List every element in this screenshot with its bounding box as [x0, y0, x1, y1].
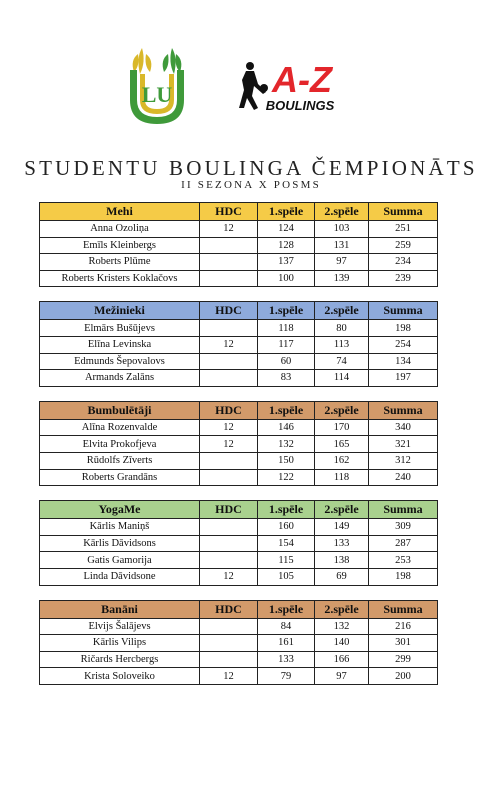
- player-name: Roberts Kristers Koklačovs: [40, 270, 200, 287]
- player-name: Elmārs Bušūjevs: [40, 320, 200, 337]
- player-game2: 170: [315, 419, 369, 436]
- player-name: Rūdolfs Zīverts: [40, 452, 200, 469]
- player-name: Gatis Gamorija: [40, 552, 200, 569]
- player-hdc: [200, 452, 258, 469]
- player-game2: 103: [315, 221, 369, 238]
- player-game2: 131: [315, 237, 369, 254]
- team-tables: [39, 202, 437, 699]
- table-row: [40, 320, 438, 337]
- player-hdc: [200, 519, 258, 536]
- player-sum: 309: [369, 519, 438, 536]
- col-sum-header: Summa: [369, 401, 438, 419]
- table-row: [40, 469, 438, 486]
- team-name: YogaMe: [40, 501, 200, 519]
- player-name: Emīls Kleinbergs: [40, 237, 200, 254]
- player-name: Armands Zalāns: [40, 370, 200, 387]
- team-name: Banāni: [40, 600, 200, 618]
- player-game2: 162: [315, 452, 369, 469]
- table-row: [40, 370, 438, 387]
- player-name: Elīna Levinska: [40, 336, 200, 353]
- player-game1: 100: [258, 270, 315, 287]
- player-game1: 137: [258, 254, 315, 271]
- table-row: [40, 552, 438, 569]
- page-subtitle: II SEZONA X POSMS: [181, 179, 321, 191]
- col-sum-header: Summa: [369, 501, 438, 519]
- table-row: [40, 519, 438, 536]
- player-game2: 133: [315, 535, 369, 552]
- player-name: Ričards Hercbergs: [40, 651, 200, 668]
- player-name: Kārlis Dāvidsons: [40, 535, 200, 552]
- player-game1: 161: [258, 635, 315, 652]
- player-game1: 79: [258, 668, 315, 685]
- player-game2: 80: [315, 320, 369, 337]
- player-sum: 200: [369, 668, 438, 685]
- player-game1: 146: [258, 419, 315, 436]
- player-game1: 132: [258, 436, 315, 453]
- svg-text:BOULINGS: BOULINGS: [265, 98, 335, 113]
- player-hdc: 12: [200, 221, 258, 238]
- player-game1: 84: [258, 618, 315, 635]
- player-sum: 321: [369, 436, 438, 453]
- player-hdc: [200, 618, 258, 635]
- table-row: [40, 336, 438, 353]
- player-sum: 287: [369, 535, 438, 552]
- table-row: [40, 452, 438, 469]
- col-game1-header: 1.spēle: [258, 401, 315, 419]
- team-header-row: [40, 600, 438, 618]
- table-row: [40, 668, 438, 685]
- table-row: [40, 237, 438, 254]
- player-sum: 340: [369, 419, 438, 436]
- svg-text:A-Z: A-Z: [272, 59, 332, 100]
- player-hdc: 12: [200, 419, 258, 436]
- player-hdc: [200, 535, 258, 552]
- player-game2: 149: [315, 519, 369, 536]
- logos-row: [0, 44, 502, 134]
- team-name: Bumbulētāji: [40, 401, 200, 419]
- svg-text:LU: LU: [141, 82, 173, 107]
- player-name: Kārlis Vilips: [40, 635, 200, 652]
- player-name: Krista Soloveiko: [40, 668, 200, 685]
- player-sum: 254: [369, 336, 438, 353]
- player-game2: 166: [315, 651, 369, 668]
- table-row: [40, 651, 438, 668]
- team-table: [39, 600, 438, 685]
- player-game1: 128: [258, 237, 315, 254]
- table-row: [40, 568, 438, 585]
- col-hdc-header: HDC: [200, 203, 258, 221]
- player-sum: 234: [369, 254, 438, 271]
- player-hdc: [200, 320, 258, 337]
- table-row: [40, 270, 438, 287]
- player-game2: 74: [315, 353, 369, 370]
- team-table: [39, 500, 438, 585]
- table-row: [40, 635, 438, 652]
- player-hdc: 12: [200, 568, 258, 585]
- col-sum-header: Summa: [369, 203, 438, 221]
- player-game1: 160: [258, 519, 315, 536]
- col-hdc-header: HDC: [200, 401, 258, 419]
- player-sum: 134: [369, 353, 438, 370]
- player-hdc: 12: [200, 436, 258, 453]
- team-table: [39, 301, 438, 386]
- player-sum: 216: [369, 618, 438, 635]
- player-game1: 124: [258, 221, 315, 238]
- player-name: Anna Ozoliņa: [40, 221, 200, 238]
- team-table: [39, 202, 438, 287]
- player-name: Roberts Grandāns: [40, 469, 200, 486]
- player-game2: 97: [315, 668, 369, 685]
- player-sum: 253: [369, 552, 438, 569]
- team-header-row: [40, 401, 438, 419]
- player-name: Alīna Rozenvalde: [40, 419, 200, 436]
- player-game1: 115: [258, 552, 315, 569]
- team-header-row: [40, 501, 438, 519]
- bowling-logo-icon: [236, 58, 340, 114]
- table-row: [40, 535, 438, 552]
- col-game2-header: 2.spēle: [315, 203, 369, 221]
- player-game1: 118: [258, 320, 315, 337]
- player-sum: 301: [369, 635, 438, 652]
- col-hdc-header: HDC: [200, 302, 258, 320]
- player-game2: 114: [315, 370, 369, 387]
- col-game1-header: 1.spēle: [258, 600, 315, 618]
- player-name: Elvita Prokofjeva: [40, 436, 200, 453]
- col-sum-header: Summa: [369, 600, 438, 618]
- player-game1: 60: [258, 353, 315, 370]
- col-game1-header: 1.spēle: [258, 501, 315, 519]
- player-hdc: 12: [200, 336, 258, 353]
- player-sum: 251: [369, 221, 438, 238]
- player-game2: 132: [315, 618, 369, 635]
- table-row: [40, 419, 438, 436]
- col-game1-header: 1.spēle: [258, 302, 315, 320]
- team-table: [39, 401, 438, 486]
- player-sum: 259: [369, 237, 438, 254]
- player-game1: 117: [258, 336, 315, 353]
- player-sum: 312: [369, 452, 438, 469]
- player-game2: 138: [315, 552, 369, 569]
- player-hdc: 12: [200, 668, 258, 685]
- col-sum-header: Summa: [369, 302, 438, 320]
- col-game2-header: 2.spēle: [315, 401, 369, 419]
- player-name: Elvijs Šalājevs: [40, 618, 200, 635]
- player-game2: 69: [315, 568, 369, 585]
- player-sum: 240: [369, 469, 438, 486]
- player-name: Roberts Plūme: [40, 254, 200, 271]
- table-row: [40, 254, 438, 271]
- player-hdc: [200, 353, 258, 370]
- table-row: [40, 353, 438, 370]
- player-game2: 140: [315, 635, 369, 652]
- col-game2-header: 2.spēle: [315, 302, 369, 320]
- table-row: [40, 221, 438, 238]
- col-game2-header: 2.spēle: [315, 501, 369, 519]
- player-name: Edmunds Šepovalovs: [40, 353, 200, 370]
- player-game2: 165: [315, 436, 369, 453]
- team-header-row: [40, 302, 438, 320]
- page-title: STUDENTU BOULINGA ČEMPIONĀTS: [24, 156, 478, 180]
- col-hdc-header: HDC: [200, 501, 258, 519]
- team-header-row: [40, 203, 438, 221]
- player-hdc: [200, 552, 258, 569]
- player-sum: 198: [369, 320, 438, 337]
- player-hdc: [200, 469, 258, 486]
- table-row: [40, 618, 438, 635]
- player-sum: 198: [369, 568, 438, 585]
- team-name: Mehi: [40, 203, 200, 221]
- player-sum: 239: [369, 270, 438, 287]
- team-name: Mežinieki: [40, 302, 200, 320]
- player-hdc: [200, 370, 258, 387]
- table-row: [40, 436, 438, 453]
- player-hdc: [200, 270, 258, 287]
- player-hdc: [200, 237, 258, 254]
- player-game1: 154: [258, 535, 315, 552]
- player-game2: 118: [315, 469, 369, 486]
- player-game1: 133: [258, 651, 315, 668]
- player-game1: 83: [258, 370, 315, 387]
- player-game1: 122: [258, 469, 315, 486]
- player-name: Kārlis Maniņš: [40, 519, 200, 536]
- player-game2: 97: [315, 254, 369, 271]
- player-game2: 139: [315, 270, 369, 287]
- player-sum: 197: [369, 370, 438, 387]
- col-game1-header: 1.spēle: [258, 203, 315, 221]
- player-hdc: [200, 635, 258, 652]
- player-game2: 113: [315, 336, 369, 353]
- col-hdc-header: HDC: [200, 600, 258, 618]
- player-game1: 150: [258, 452, 315, 469]
- player-name: Linda Dāvidsone: [40, 568, 200, 585]
- player-hdc: [200, 254, 258, 271]
- university-logo-icon: [124, 44, 190, 128]
- player-sum: 299: [369, 651, 438, 668]
- col-game2-header: 2.spēle: [315, 600, 369, 618]
- player-game1: 105: [258, 568, 315, 585]
- player-hdc: [200, 651, 258, 668]
